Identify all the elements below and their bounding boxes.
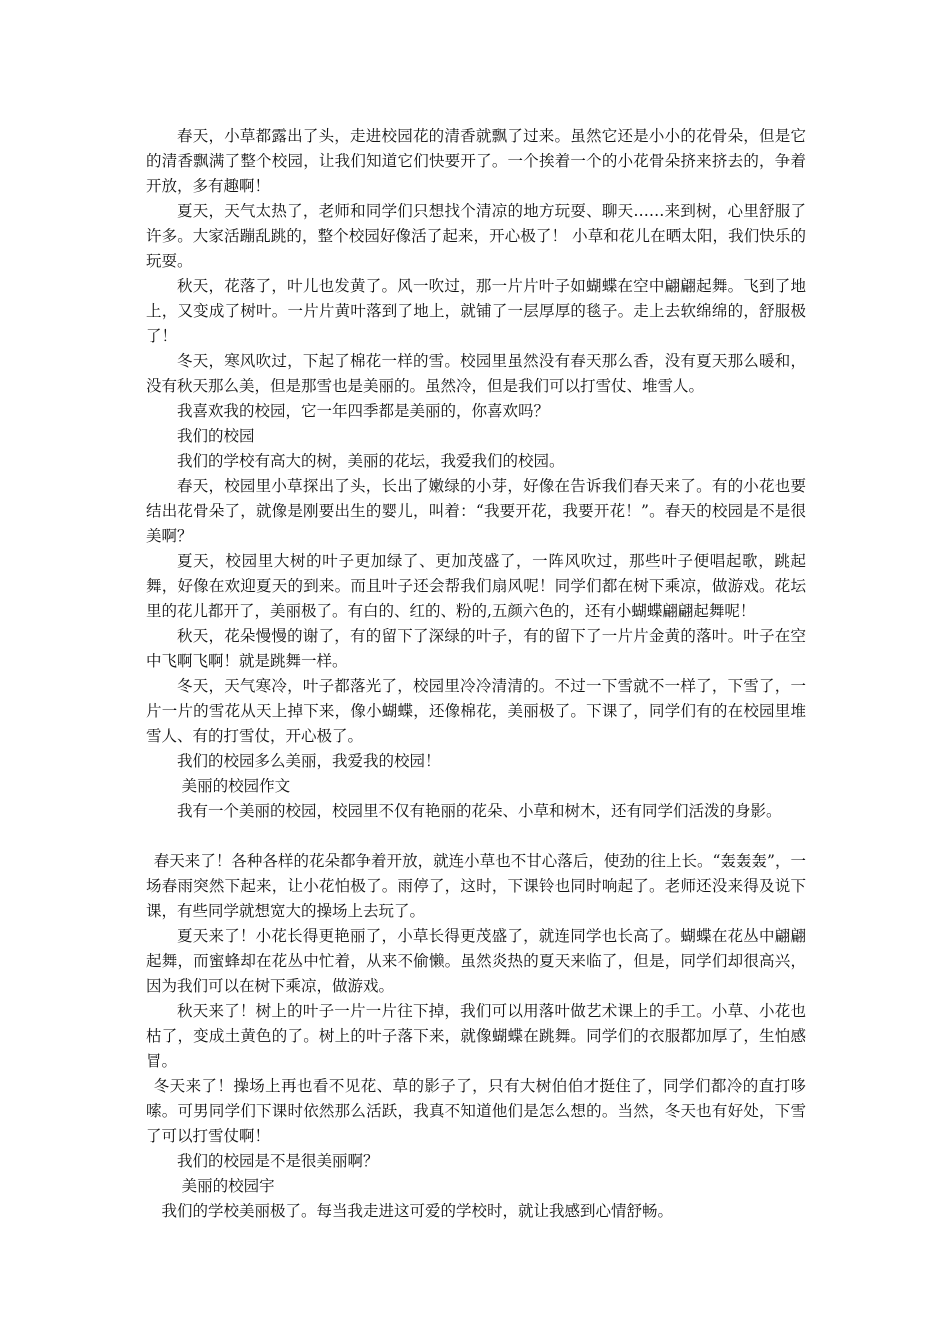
- essay-title-2: 我们的校园: [177, 427, 255, 445]
- document-body: [146, 124, 806, 1224]
- paragraph-summer-3: 夏天来了！小花长得更艳丽了，小草长得更茂盛了，就连同学也长高了。蝴蝶在花丛中翩翩起舞，而蜜蜂却在花丛中忙着，从来不偷懒。虽然炎热的夏天来临了，但是，同学们却很高兴，因为我们可以在树下乘凉，做游戏。: [146, 927, 806, 995]
- paragraph-intro-2: 我们的学校有高大的树，美丽的花坛，我爱我们的校园。: [177, 452, 565, 470]
- paragraph-intro-3: 我有一个美丽的校园，校园里不仅有艳丽的花朵、小草和树木，还有同学们活泼的身影。: [177, 802, 782, 820]
- blank-line: [146, 824, 806, 849]
- paragraph-spring-3: 春天来了！各种各样的花朵都争着开放，就连小草也不甘心落后，使劲的往上长。“轰轰轰”，一场春雨突然下起来，让小花怕极了。雨停了，这时，下课铃也同时响起了。老师还没来得及说下课，有些同学就想宽大的操场上去玩了。: [146, 852, 806, 920]
- essay-title-4: 美丽的校园宇: [181, 1177, 275, 1195]
- paragraph-intro-4: 我们的学校美丽极了。每当我走进这可爱的学校时，就让我感到心情舒畅。: [161, 1202, 674, 1220]
- paragraph-winter-1: 冬天，寒风吹过，下起了棉花一样的雪。校园里虽然没有春天那么香，没有夏天那么暖和，没有秋天那么美，但是那雪也是美丽的。虽然冷，但是我们可以打雪仗、堆雪人。: [146, 352, 806, 395]
- paragraph-autumn-2: 秋天，花朵慢慢的谢了，有的留下了深绿的叶子，有的留下了一片片金黄的落叶。叶子在空中飞啊飞啊！就是跳舞一样。: [146, 627, 806, 670]
- paragraph-autumn-1: 秋天，花落了，叶儿也发黄了。风一吹过，那一片片叶子如蝴蝶在空中翩翩起舞。飞到了地上，又变成了树叶。一片片黄叶落到了地上，就铺了一层厚厚的毯子。走上去软绵绵的，舒服极了！: [146, 277, 806, 345]
- paragraph-autumn-3: 秋天来了！树上的叶子一片一片往下掉，我们可以用落叶做艺术课上的手工。小草、小花也枯了，变成土黄色的了。树上的叶子落下来，就像蝴蝶在跳舞。同学们的衣服都加厚了，生怕感冒。: [146, 1002, 806, 1070]
- paragraph-conclusion-3: 我们的校园是不是很美丽啊？: [177, 1152, 379, 1170]
- paragraph-summer-1: 夏天，天气太热了，老师和同学们只想找个清凉的地方玩耍、聊天……来到树，心里舒服了许多。大家活蹦乱跳的，整个校园好像活了起来，开心极了！ 小草和花儿在晒太阳，我们快乐的玩耍。: [146, 202, 806, 270]
- paragraph-conclusion-1: 我喜欢我的校园，它一年四季都是美丽的，你喜欢吗？: [177, 402, 550, 420]
- paragraph-spring-2: 春天，校园里小草探出了头，长出了嫩绿的小芽，好像在告诉我们春天来了。有的小花也要结出花骨朵了，就像是刚要出生的婴儿，叫着：“我要开花，我要开花！”。春天的校园是不是很美啊？: [146, 477, 806, 545]
- paragraph-winter-2: 冬天，天气寒冷，叶子都落光了，校园里冷冷清清的。不过一下雪就不一样了，下雪了，一片一片的雪花从天上掉下来，像小蝴蝶，还像棉花，美丽极了。下课了，同学们有的在校园里堆雪人、有的打雪仗，开心极了。: [146, 677, 806, 745]
- paragraph-winter-3: 冬天来了！操场上再也看不见花、草的影子了，只有大树伯伯才挺住了，同学们都冷的直打哆嗦。可男同学们下课时依然那么活跃，我真不知道他们是怎么想的。当然，冬天也有好处，下雪了可以打雪仗啊！: [146, 1077, 806, 1145]
- paragraph-summer-2: 夏天，校园里大树的叶子更加绿了、更加茂盛了，一阵风吹过，那些叶子便唱起歌，跳起舞，好像在欢迎夏天的到来。而且叶子还会帮我们扇风呢！同学们都在树下乘凉，做游戏。花坛里的花儿都开了，美丽极了。有白的、红的、粉的,五颜六色的，还有小蝴蝶翩翩起舞呢！: [146, 552, 806, 620]
- paragraph-spring-1: 春天，小草都露出了头，走进校园花的清香就飘了过来。虽然它还是小小的花骨朵，但是它的清香飘满了整个校园，让我们知道它们快要开了。一个挨着一个的小花骨朵挤来挤去的，争着开放，多有趣啊！: [146, 127, 806, 195]
- paragraph-conclusion-2: 我们的校园多么美丽，我爱我的校园！: [177, 752, 441, 770]
- essay-title-3: 美丽的校园作文: [181, 777, 291, 795]
